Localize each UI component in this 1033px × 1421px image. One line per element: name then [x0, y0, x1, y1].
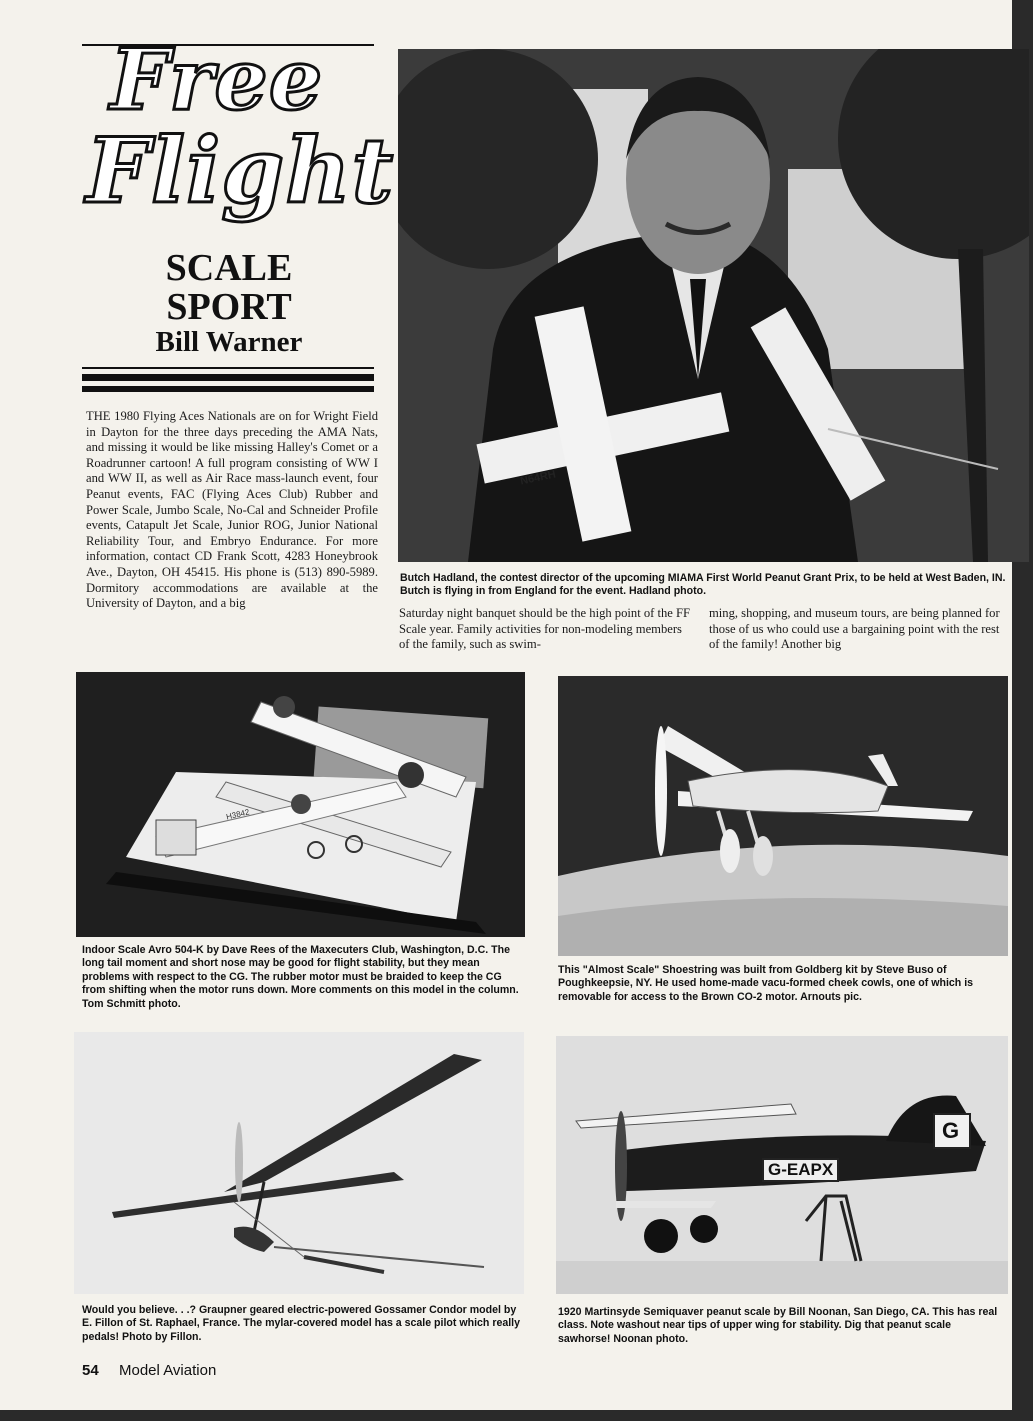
martinsyde-caption: 1920 Martinsyde Semiquaver peanut scale by Bill Noonan, San Diego, CA. This has real class. Note washout near tips of upper wing for stability. Dig that peanut scale sawhorse! Noonan photo.	[558, 1306, 998, 1345]
avro-serial: H3842	[225, 807, 251, 822]
header-rule-2	[82, 374, 374, 381]
title-flight: Flight	[86, 118, 395, 224]
article-column-3: ming, shopping, and museum tours, are being planned for those of us who could use a bargaining point with the rest of the family! Another big	[709, 606, 1000, 652]
avro-photo	[76, 672, 525, 937]
title-free: Free	[110, 30, 324, 129]
shoestring-photo	[558, 676, 1008, 956]
hadland-photo	[398, 49, 1029, 562]
martinsyde-photo	[556, 1036, 1008, 1294]
hadland-registration: N64RH	[519, 468, 557, 488]
page-number: 54	[82, 1362, 99, 1379]
magazine-name: Model Aviation	[119, 1362, 217, 1379]
condor-caption: Would you believe. . .? Graupner geared electric-powered Gossamer Condor model by E. Fillon of St. Raphael, France. The mylar-covered model has a scale pilot which really pedals! Photo by Fillon.	[82, 1304, 521, 1343]
article-column-2: Saturday night banquet should be the high point of the FF Scale year. Family activities for non-modeling members of the family, such as swim-	[399, 606, 691, 652]
condor-photo	[74, 1032, 524, 1294]
header-rule-3	[82, 386, 374, 392]
shoestring-caption: This "Almost Scale" Shoestring was built from Goldberg kit by Steve Buso of Poughkeepsie, NY. He used home-made vacu-formed cheek cowls, one of which is removable for access to the Brown CO-2 motor. Arnouts pic.	[558, 964, 974, 1003]
martinsyde-tail-letter: G	[942, 1118, 960, 1143]
hadland-caption: Butch Hadland, the contest director of the upcoming MIAMA First World Peanut Grant Prix, to be held at West Baden, IN. Butch is flying in from England for the event. Hadland photo.	[400, 572, 1006, 598]
author-name: Bill Warner	[155, 326, 303, 358]
header-rule-1	[82, 367, 374, 369]
section-sport: SPORT	[166, 286, 292, 328]
section-scale: SCALE	[165, 247, 293, 289]
article-column-1: THE 1980 Flying Aces Nationals are on for Wright Field in Dayton for the three days preceding the AMA Nats, and missing it would be like missing Halley's Comet or a Roadrunner cartoon! A full program consisting of WW I and WW II, as well as Air Race mass-launch event, four Peanut events, FAC (Flying Aces Club) Rubber and Power Scale, Jumbo Scale, No-Cal and Schneider Profile events, Catapult Jet Scale, Junior ROG, Junior National Reliability Tour, and Embryo Endurance. For more information, contact CD Frank Scott, 4283 Honeybrook Ave., Dayton, OH 45415. His phone is (513) 890-5989. Dormitory accommodations are available at the University of Dayton, and a big	[86, 409, 378, 611]
avro-caption: Indoor Scale Avro 504-K by Dave Rees of the Maxecuters Club, Washington, D.C. The long tail moment and short nose may be good for flight stability, but they mean problems with respect to the CG. The rubber motor must be braided to keep the CG from shifting when the motor runs down. More comments on this model in the column. Tom Schmitt photo.	[82, 944, 519, 1010]
martinsyde-registration: G-EAPX	[762, 1158, 839, 1182]
